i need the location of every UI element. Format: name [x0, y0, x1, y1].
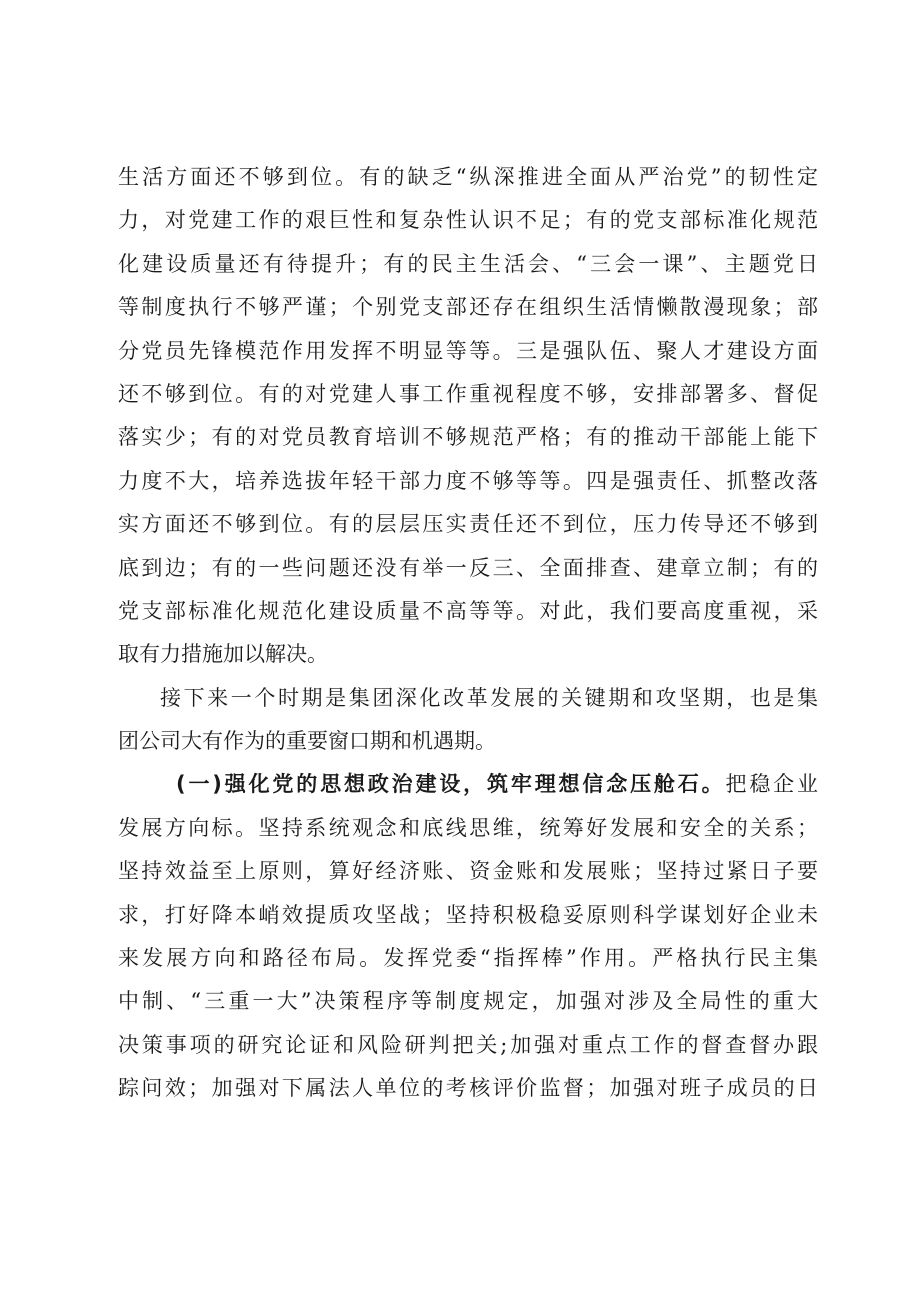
- text-line: 踪问效；加强对下属法人单位的考核评价监督；加强对班子成员的日: [118, 1076, 818, 1101]
- text-line: 生活方面还不够到位。有的缺乏“纵深推进全面从严治党”的韧性定: [118, 165, 818, 189]
- text-line: 团公司大有作为的重要窗口期和机遇期。: [118, 729, 496, 754]
- text-line: 坚持效益至上原则，算好经济账、资金账和发展账；坚持过紧日子要: [118, 859, 818, 884]
- section-heading: (一)强化党的思想政治建设，筑牢理想信念压舱石。: [176, 772, 726, 797]
- body-text: [118, 156, 818, 1111]
- text-line: 力，对党建工作的艰巨性和复杂性认识不足；有的党支部标准化规范: [118, 208, 818, 233]
- text-line: 来发展方向和路径布局。发挥党委“指挥棒”作用。严格执行民主集: [118, 946, 818, 971]
- text-line: 等制度执行不够严谨；个别党支部还存在组织生活情懒散漫现象；部: [118, 295, 818, 320]
- text-line: 求，打好降本峭效提质攻坚战；坚持积极稳妥原则科学谋划好企业未: [118, 902, 818, 927]
- text-line: 决策事项的研究论证和风险研判把关;加强对重点工作的督查督办跟: [118, 1032, 818, 1057]
- text-line: 力度不大，培养选拔年轻干部力度不够等等。四是强责任、抓整改落: [118, 468, 818, 493]
- text-line: 中制、“三重一大”决策程序等制度规定，加强对涉及全局性的重大: [118, 989, 818, 1014]
- text-line: 取有力措施加以解决。: [118, 642, 328, 667]
- text-line: 实方面还不够到位。有的层层压实责任还不到位，压力传导还不够到: [118, 512, 818, 537]
- text-line: 接下来一个时期是集团深化改革发展的关键期和攻坚期，也是集: [160, 685, 818, 710]
- text-line: 底到边；有的一些问题还没有举一反三、全面排查、建章立制；有的: [118, 555, 818, 580]
- text-fragment: 把稳企业: [725, 772, 818, 797]
- text-line: 落实少；有的对党员教育培训不够规范严格；有的推动干部能上能下: [118, 425, 818, 450]
- text-line: 还不够到位。有的对党建人事工作重视程度不够，安排部署多、督促: [118, 381, 818, 406]
- text-line: 发展方向标。坚持系统观念和底线思维，统筹好发展和安全的关系；: [118, 815, 818, 840]
- text-line: 化建设质量还有待提升；有的民主生活会、“三会一课”、主题党日: [118, 251, 818, 276]
- text-line: 分党员先锋模范作用发挥不明显等等。三是强队伍、聚人才建设方面: [118, 338, 818, 363]
- section-heading-line: [118, 763, 818, 806]
- text-line: 党支部标准化规范化建设质量不高等等。对此，我们要高度重视，采: [118, 598, 818, 623]
